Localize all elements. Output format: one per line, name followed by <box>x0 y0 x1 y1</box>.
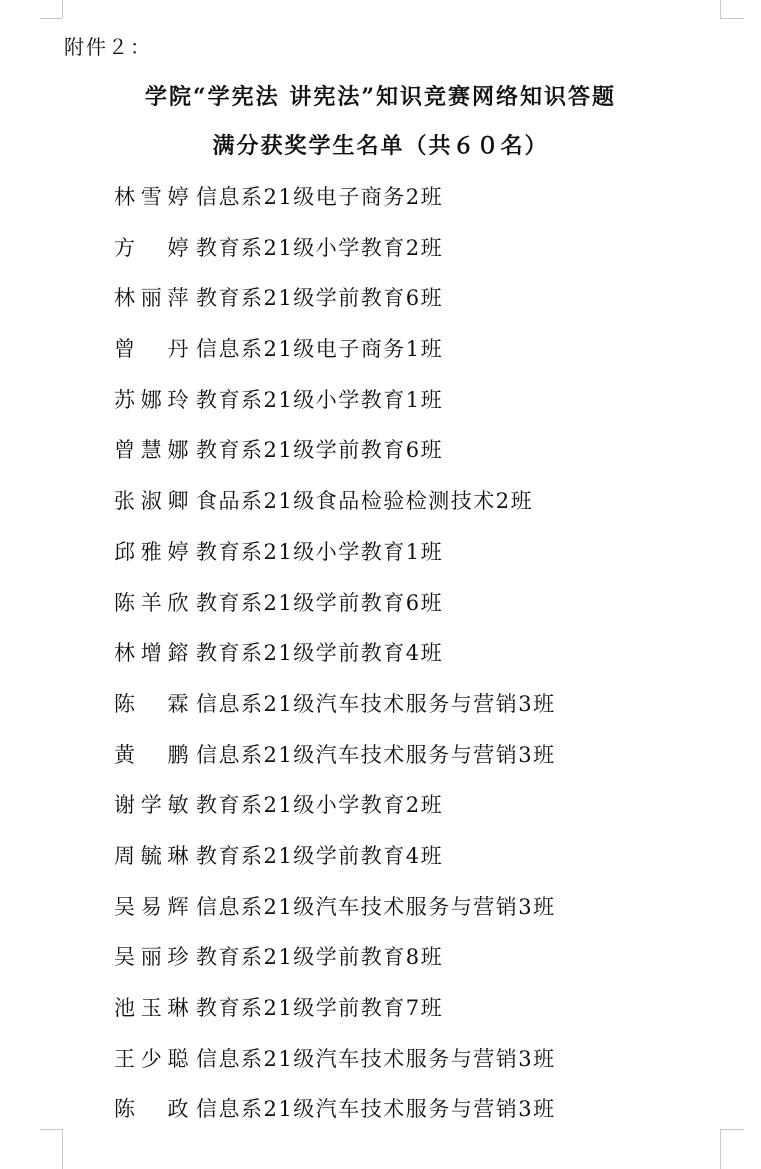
document-title-line-2: 满分获奖学生名单（共６０名） <box>212 133 549 159</box>
student-class-info: 教育系21级小学教育2班 <box>196 793 444 818</box>
student-class-info: 教育系21级小学教育1班 <box>196 387 444 412</box>
student-class-info: 信息系21级汽车技术服务与营销3班 <box>196 1046 556 1071</box>
student-name: 吴丽珍 <box>114 945 190 970</box>
student-class-info: 教育系21级学前教育8班 <box>196 945 444 970</box>
student-name: 林增鎔 <box>114 641 190 666</box>
crop-mark-top-right <box>720 18 744 19</box>
list-item <box>114 940 556 991</box>
student-class-info: 信息系21级电子商务2班 <box>196 185 444 209</box>
student-class-info: 教育系21级小学教育1班 <box>196 539 444 564</box>
list-item <box>114 484 556 535</box>
student-class-info: 食品系21级食品检验检测技术2班 <box>196 489 534 514</box>
student-class-info: 教育系21级学前教育6班 <box>196 438 444 463</box>
crop-mark-bottom-left <box>62 1129 63 1169</box>
crop-mark-top-left <box>62 0 63 18</box>
student-class-info: 教育系21级学前教育7班 <box>196 996 444 1020</box>
student-class-info: 信息系21级汽车技术服务与营销3班 <box>196 1097 556 1122</box>
student-name: 苏娜玲 <box>114 387 190 412</box>
list-item <box>114 433 556 484</box>
list-item <box>114 890 556 941</box>
crop-mark-bottom-left <box>40 1129 62 1130</box>
student-class-info: 信息系21级汽车技术服务与营销3班 <box>196 894 556 919</box>
list-item <box>114 788 556 839</box>
student-name: 陈 政 <box>114 1097 190 1122</box>
student-name: 王少聪 <box>114 1046 190 1071</box>
list-item <box>114 1092 556 1143</box>
student-class-info: 信息系21级电子商务1班 <box>196 337 444 362</box>
student-class-info: 信息系21级汽车技术服务与营销3班 <box>196 742 556 767</box>
list-item <box>114 991 556 1042</box>
student-name: 曾 丹 <box>114 337 190 362</box>
student-name: 林丽萍 <box>114 286 190 311</box>
crop-mark-top-right <box>720 0 721 18</box>
list-item <box>114 636 556 687</box>
list-item <box>114 687 556 738</box>
attachment-label: 附件２： <box>64 35 152 59</box>
list-item <box>114 281 556 332</box>
list-item <box>114 586 556 637</box>
student-name: 黄 鹏 <box>114 742 190 767</box>
student-name: 邱雅婷 <box>114 539 190 564</box>
crop-mark-bottom-right <box>720 1129 744 1130</box>
student-name: 陈 霖 <box>114 691 190 716</box>
student-class-info: 教育系21级学前教育6班 <box>196 286 444 311</box>
crop-mark-bottom-right <box>720 1129 721 1169</box>
student-name: 陈羊欣 <box>114 590 190 615</box>
student-name: 周毓琳 <box>114 843 190 868</box>
student-class-info: 教育系21级学前教育4班 <box>196 843 444 868</box>
list-item <box>114 738 556 789</box>
list-item <box>114 1042 556 1093</box>
document-title-line-1: 学院“学宪法 讲宪法”知识竞赛网络知识答题 <box>145 84 616 110</box>
student-name: 谢学敏 <box>114 793 190 818</box>
crop-mark-top-left <box>40 18 62 19</box>
student-name: 方 婷 <box>114 235 190 260</box>
student-name: 曾慧娜 <box>114 438 190 463</box>
list-item <box>114 332 556 383</box>
list-item <box>114 383 556 434</box>
student-name: 吴易辉 <box>114 894 190 919</box>
student-class-info: 教育系21级学前教育4班 <box>196 641 444 666</box>
student-name: 池玉琳 <box>114 996 190 1020</box>
student-class-info: 信息系21级汽车技术服务与营销3班 <box>196 691 556 716</box>
student-class-info: 教育系21级小学教育2班 <box>196 235 444 260</box>
student-name: 林雪婷 <box>114 185 190 209</box>
list-item <box>114 180 556 231</box>
student-name: 张淑卿 <box>114 489 190 514</box>
list-item <box>114 535 556 586</box>
student-list <box>114 180 556 1143</box>
student-class-info: 教育系21级学前教育6班 <box>196 590 444 615</box>
list-item <box>114 231 556 282</box>
list-item <box>114 839 556 890</box>
